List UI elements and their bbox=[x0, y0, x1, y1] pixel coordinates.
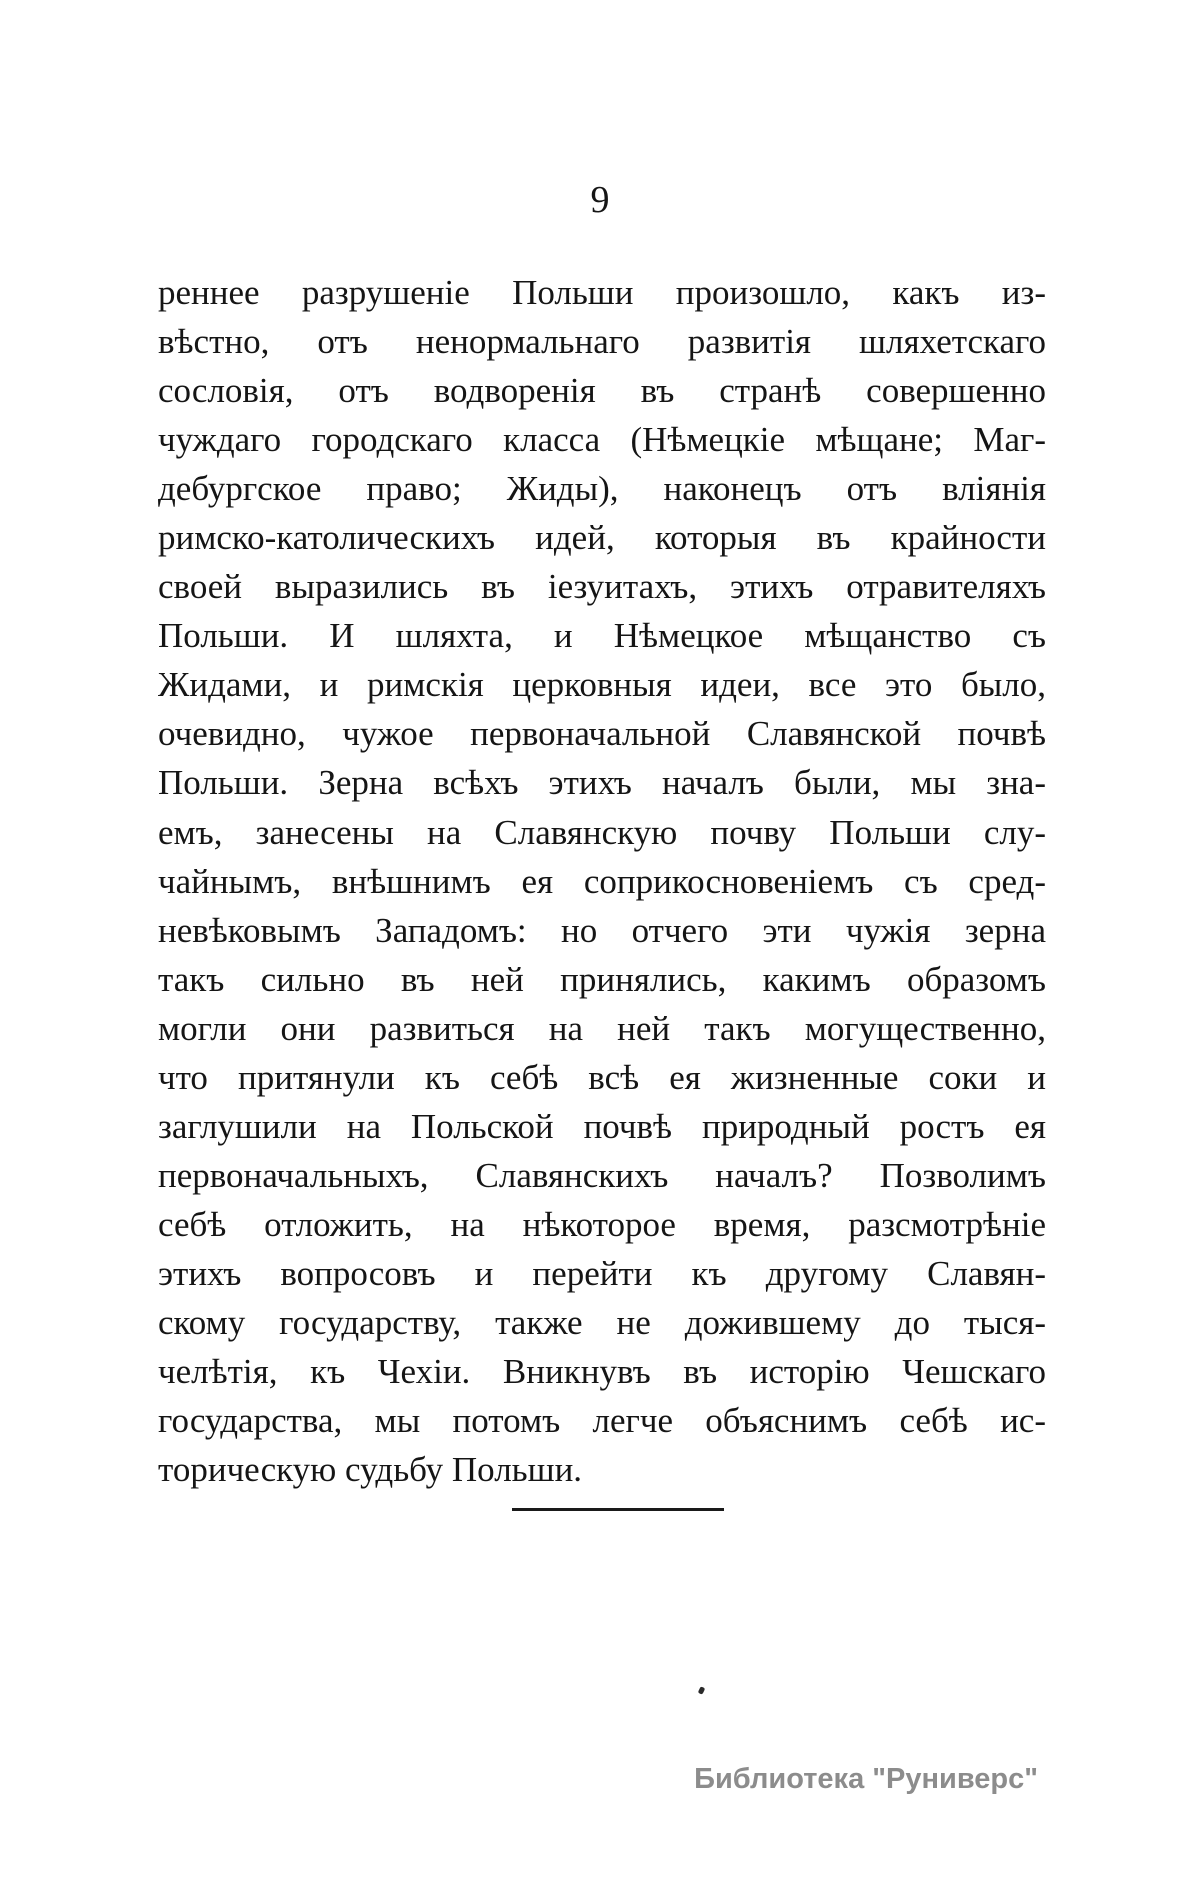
text-line: сословія, отъ водворенія въ странѣ совершенно bbox=[158, 371, 1046, 411]
text-line: могли они развиться на ней такъ могущественно, bbox=[158, 1008, 1046, 1048]
page-number: 9 bbox=[590, 179, 610, 221]
text-line: такъ сильно въ ней принялись, какимъ образомъ bbox=[158, 959, 1046, 999]
body-text bbox=[158, 268, 1046, 1494]
section-divider bbox=[512, 1508, 724, 1511]
text-line: очевидно, чужое первоначальной Славянской почвѣ bbox=[158, 714, 1046, 754]
text-line: заглушили на Польской почвѣ природный ростъ ея bbox=[158, 1106, 1046, 1146]
text-line: государства, мы потомъ легче объяснимъ себѣ ис- bbox=[158, 1401, 1046, 1441]
text-line: этихъ вопросовъ и перейти къ другому Славян- bbox=[158, 1253, 1046, 1293]
text-line: своей выразились въ іезуитахъ, этихъ отравителяхъ bbox=[158, 567, 1046, 607]
text-line: римско-католическихъ идей, которыя въ крайности bbox=[158, 518, 1046, 558]
text-line: дебургское право; Жиды), наконецъ отъ вліянія bbox=[158, 469, 1046, 509]
ink-speck bbox=[698, 1686, 705, 1694]
text-line: Польши. И шляхта, и Нѣмецкое мѣщанство съ bbox=[158, 616, 1046, 656]
text-line: Польши. Зерна всѣхъ этихъ началъ были, мы зна- bbox=[158, 763, 1046, 803]
text-line: чайнымъ, внѣшнимъ ея соприкосновеніемъ съ сред- bbox=[158, 861, 1046, 901]
library-watermark: Библиотека "Руниверс" bbox=[694, 1763, 1038, 1795]
text-line: скому государству, также не дожившему до тыся- bbox=[158, 1302, 1046, 1342]
text-line: реннее разрушеніе Польши произошло, какъ из- bbox=[158, 273, 1046, 312]
text-line-last: торическую судьбу Польши. bbox=[158, 1450, 583, 1490]
text-line: что притянули къ себѣ всѣ ея жизненные соки и bbox=[158, 1057, 1046, 1097]
text-line: себѣ отложить, на нѣкоторое время, разсмотрѣніе bbox=[158, 1204, 1046, 1244]
text-line: челѣтія, къ Чехіи. Вникнувъ въ исторію Чешскаго bbox=[158, 1352, 1046, 1392]
text-line: невѣковымъ Западомъ: но отчего эти чужія зерна bbox=[158, 910, 1046, 950]
text-line: емъ, занесены на Славянскую почву Польши слу- bbox=[158, 812, 1046, 852]
text-line: вѣстно, отъ ненормальнаго развитія шляхетскаго bbox=[158, 322, 1046, 362]
text-line: Жидами, и римскія церковныя идеи, все это было, bbox=[158, 665, 1046, 705]
text-line: первоначальныхъ, Славянскихъ началъ? Позволимъ bbox=[158, 1155, 1046, 1195]
text-line: чуждаго городскаго класса (Нѣмецкіе мѣщане; Маг- bbox=[158, 420, 1046, 460]
